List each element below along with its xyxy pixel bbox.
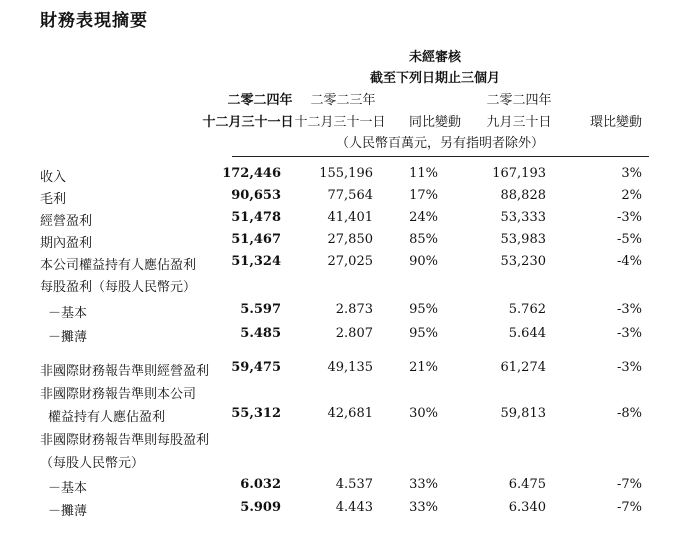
cell-2024q3: 167,193 [492, 166, 546, 181]
cell-2023q4: 77,564 [327, 188, 373, 203]
row-label: 非國際財務報告準則經營盈利 [40, 364, 210, 379]
cell-qoq: 2% [621, 188, 642, 203]
cell-2023q4: 4.443 [335, 500, 373, 515]
cell-2023q4: 49,135 [327, 360, 373, 375]
cell-2024q3: 88,828 [500, 188, 546, 203]
cell-2023q4: 2.807 [335, 326, 373, 341]
row-label: 非國際財務報告準則本公司 [40, 387, 197, 402]
cell-qoq: -3% [616, 210, 642, 225]
cell-2024q4: 51,324 [231, 254, 281, 269]
cell-2024q4: 55,312 [231, 406, 281, 421]
row-label: 每股盈利（每股人民幣元） [40, 280, 197, 295]
cell-2023q4: 42,681 [327, 406, 373, 421]
cell-2024q4: 5.485 [240, 326, 281, 341]
row-label: 權益持有人應佔盈利 [48, 410, 166, 425]
cell-2024q3: 61,274 [500, 360, 546, 375]
page-title: 財務表現摘要 [40, 11, 148, 31]
cell-2024q4: 5.597 [240, 302, 281, 317]
cell-yoy: 85% [409, 232, 438, 247]
cell-yoy: 33% [409, 477, 438, 492]
table-row [0, 166, 678, 188]
cell-qoq: -5% [616, 232, 642, 247]
header-col2-date: 十二月三十一日 [294, 115, 386, 130]
cell-2023q4: 4.537 [335, 477, 373, 492]
cell-yoy: 95% [409, 302, 438, 317]
header-col4-date: 九月三十日 [486, 115, 552, 130]
header-col3: 同比變動 [408, 115, 461, 130]
row-label: －攤薄 [48, 330, 88, 345]
cell-2024q4: 59,475 [231, 360, 281, 375]
cell-qoq: 3% [621, 166, 642, 181]
cell-yoy: 21% [409, 360, 438, 375]
cell-yoy: 11% [409, 166, 438, 181]
cell-2024q4: 5.909 [240, 500, 281, 515]
row-label: 非國際財務報告準則每股盈利 [40, 433, 210, 448]
row-label: 收入 [40, 170, 67, 185]
cell-2024q4: 51,478 [231, 210, 281, 225]
cell-2024q4: 172,446 [222, 166, 281, 181]
header-col1-date: 十二月三十一日 [202, 115, 294, 130]
cell-2024q3: 6.475 [508, 477, 546, 492]
cell-2023q4: 27,025 [327, 254, 373, 269]
cell-yoy: 30% [409, 406, 438, 421]
cell-2024q3: 53,983 [500, 232, 546, 247]
cell-2024q3: 59,813 [500, 406, 546, 421]
cell-yoy: 95% [409, 326, 438, 341]
table-row [0, 276, 678, 298]
header-col4-year: 二零二四年 [486, 93, 552, 108]
cell-2023q4: 2.873 [335, 302, 373, 317]
cell-yoy: 17% [409, 188, 438, 203]
table-row [0, 232, 678, 254]
cell-qoq: -8% [616, 406, 642, 421]
header-rule [232, 156, 649, 157]
header-period: 截至下列日期止三個月 [369, 71, 500, 86]
table-row [0, 210, 678, 232]
cell-2023q4: 41,401 [327, 210, 373, 225]
cell-2024q3: 5.644 [508, 326, 546, 341]
row-label: 毛利 [40, 192, 67, 207]
cell-2024q3: 5.762 [508, 302, 546, 317]
cell-yoy: 33% [409, 500, 438, 515]
cell-qoq: -3% [616, 326, 642, 341]
cell-yoy: 24% [409, 210, 438, 225]
table-row [0, 429, 678, 451]
header-col2-year: 二零二三年 [310, 93, 376, 108]
cell-qoq: -7% [616, 500, 642, 515]
cell-2023q4: 27,850 [327, 232, 373, 247]
cell-2024q4: 6.032 [240, 477, 281, 492]
cell-2024q4: 90,653 [231, 188, 281, 203]
row-label: －基本 [48, 481, 88, 496]
cell-2024q4: 51,467 [231, 232, 281, 247]
table-row [0, 360, 678, 382]
row-label: （每股人民幣元） [40, 456, 145, 471]
cell-2024q3: 53,230 [500, 254, 546, 269]
row-label: －攤薄 [48, 504, 88, 519]
row-label: －基本 [48, 306, 88, 321]
cell-yoy: 90% [409, 254, 438, 269]
table-row [0, 254, 678, 276]
cell-qoq: -7% [616, 477, 642, 492]
header-unaudited: 未經審核 [408, 50, 461, 65]
table-row [0, 500, 678, 522]
header-col1-year: 二零二四年 [227, 93, 293, 108]
table-row [0, 452, 678, 474]
row-label: 期內盈利 [40, 236, 93, 251]
cell-2023q4: 155,196 [319, 166, 373, 181]
cell-qoq: -4% [616, 254, 642, 269]
table-row [0, 302, 678, 324]
table-row [0, 326, 678, 348]
row-label: 經營盈利 [40, 214, 93, 229]
cell-qoq: -3% [616, 302, 642, 317]
table-row [0, 383, 678, 405]
table-row [0, 188, 678, 210]
table-row [0, 406, 678, 428]
cell-2024q3: 6.340 [508, 500, 546, 515]
header-col5: 環比變動 [589, 115, 642, 130]
table-row [0, 477, 678, 499]
row-label: 本公司權益持有人應佔盈利 [40, 258, 197, 273]
header-unit-note: （人民幣百萬元，另有指明者除外） [335, 136, 544, 151]
cell-qoq: -3% [616, 360, 642, 375]
cell-2024q3: 53,333 [500, 210, 546, 225]
